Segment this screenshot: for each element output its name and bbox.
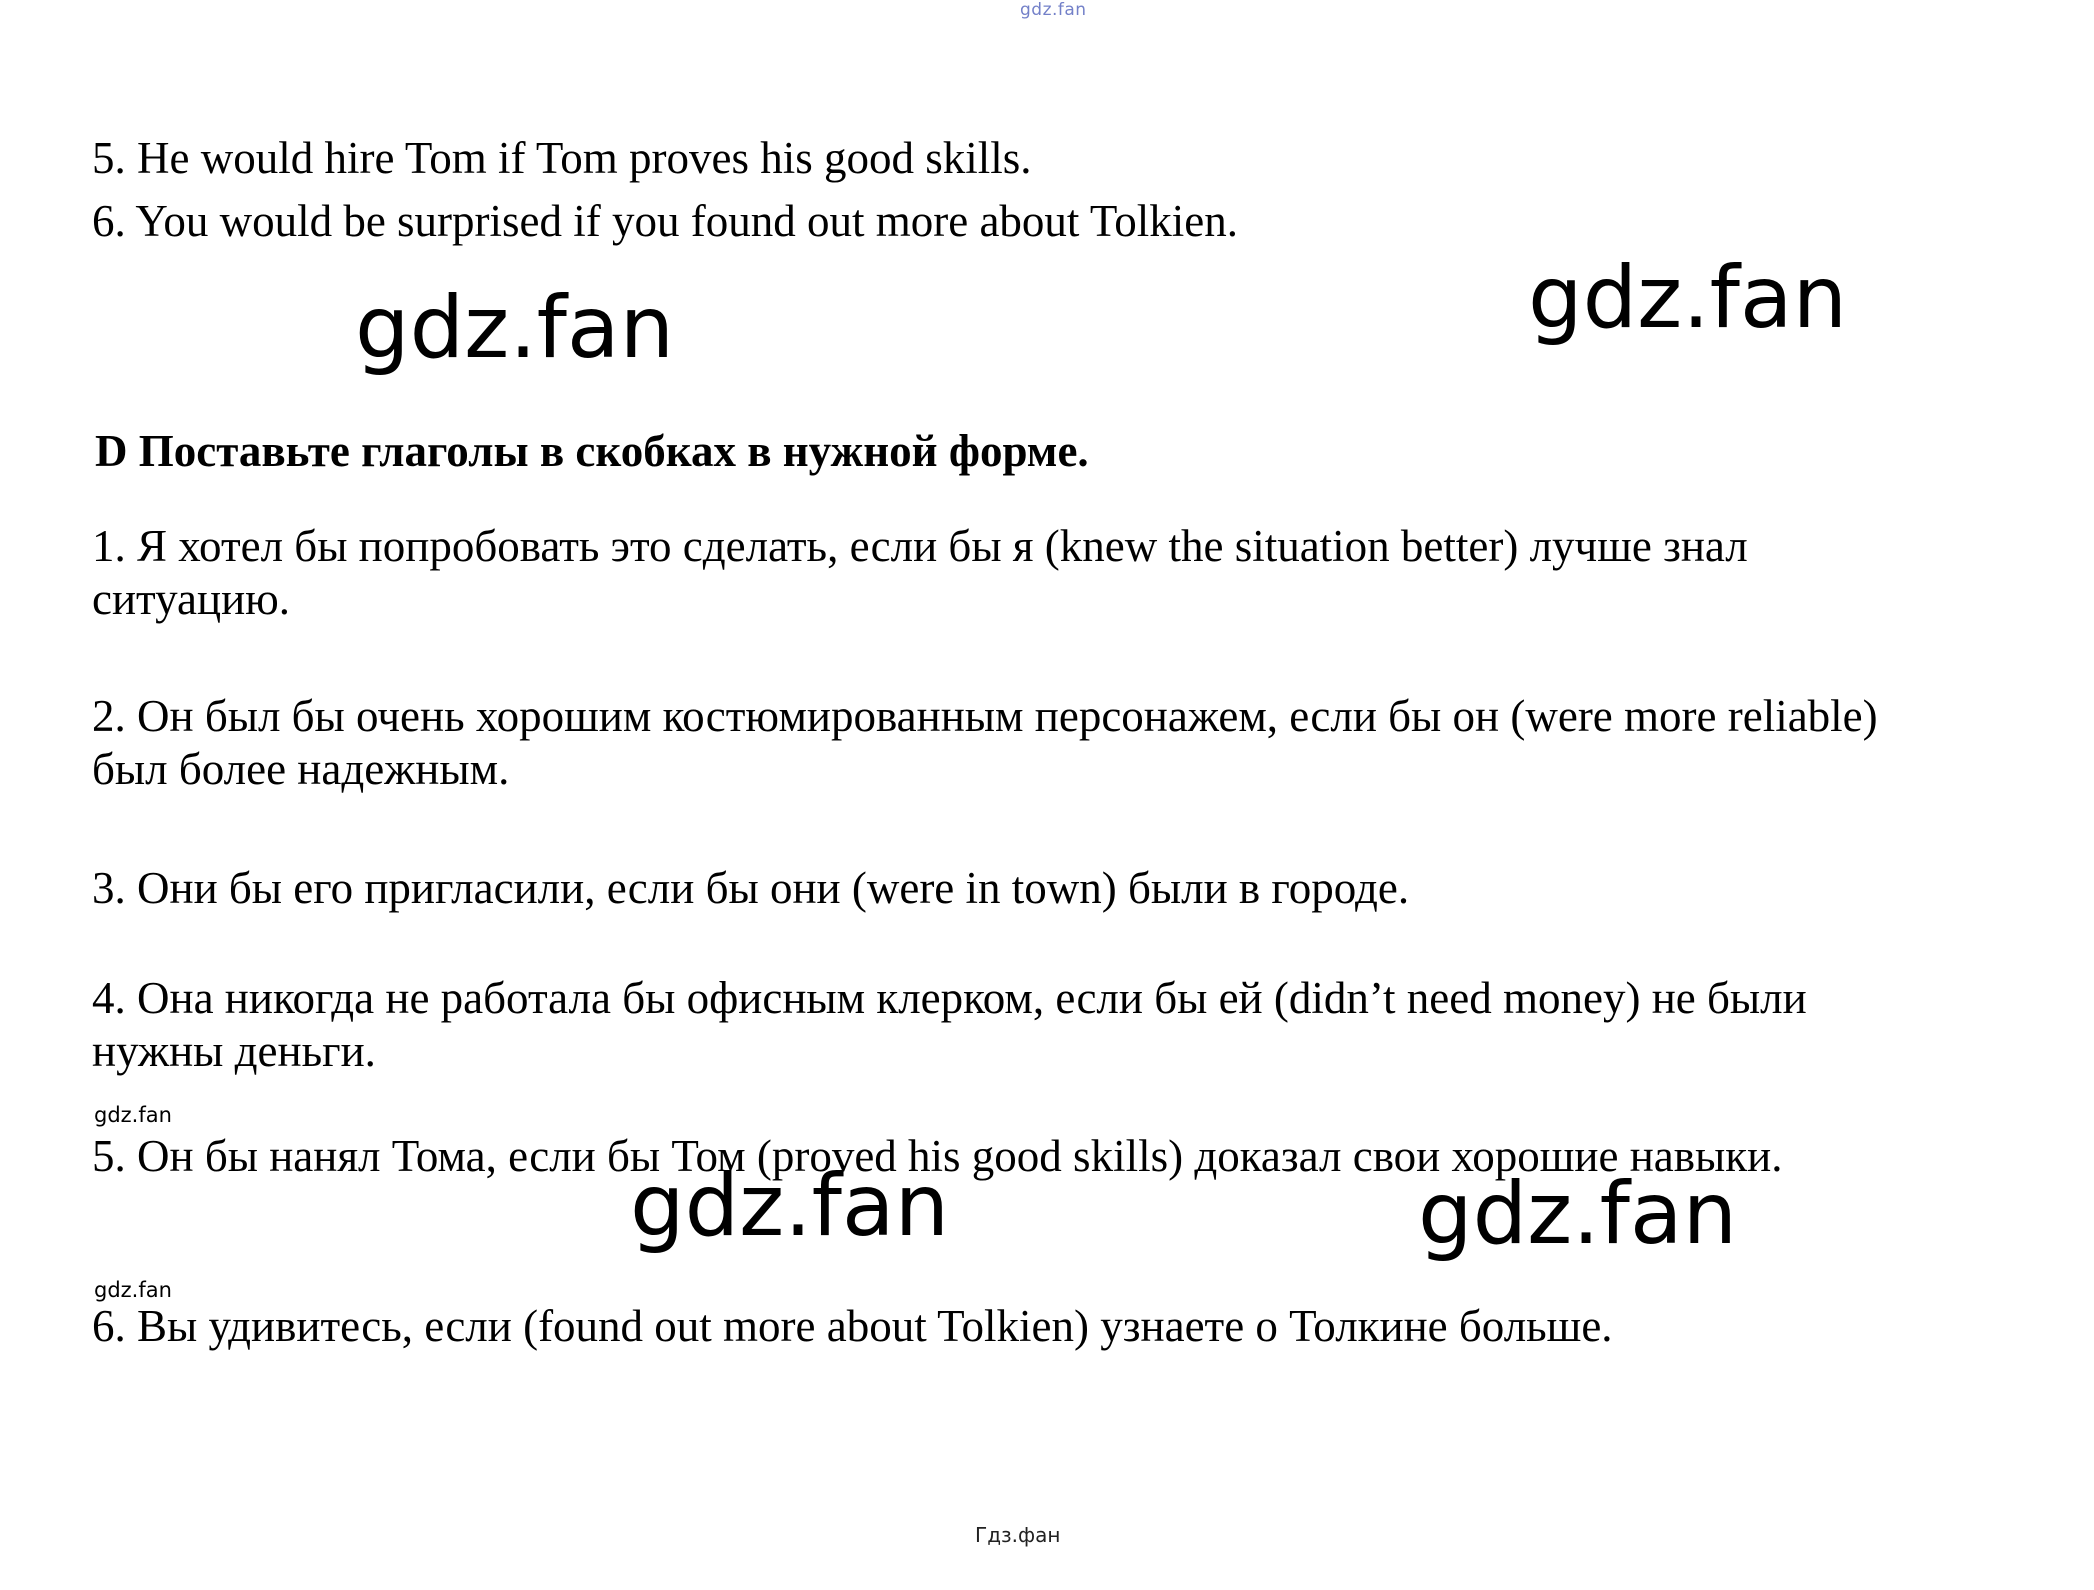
task-heading: D Поставьте глаголы в скобках в нужной форме. [95, 426, 1089, 476]
watermark-large-3: gdz.fan [630, 1156, 950, 1256]
watermark-bottom: Гдз.фан [975, 1523, 1061, 1547]
russian-answer-6: 6. Вы удивитесь, если (found out more about Tolkien) узнаете о Толкине больше. [92, 1301, 1613, 1351]
watermark-large-1: gdz.fan [355, 278, 675, 378]
watermark-small-1: gdz.fan [94, 1103, 172, 1127]
russian-answer-5: 5. Он бы нанял Тома, если бы Том (proved his good skills) доказал свои хорошие навыки. [92, 1131, 1783, 1181]
english-answer-6: 6. You would be surprised if you found out more about Tolkien. [92, 196, 1238, 246]
russian-answer-1: 1. Я хотел бы попробовать это сделать, если бы я (knew the situation better) лучше знал ситуацию. [92, 521, 1748, 624]
russian-answer-4: 4. Она никогда не работала бы офисным клерком, если бы ей (didn’t need money) не были нужны деньги. [92, 973, 1807, 1076]
english-answer-5: 5. He would hire Tom if Tom proves his good skills. [92, 133, 1032, 183]
watermark-large-4: gdz.fan [1418, 1164, 1738, 1264]
watermark-small-2: gdz.fan [94, 1278, 172, 1302]
watermark-large-2: gdz.fan [1528, 248, 1848, 348]
russian-answer-3: 3. Они бы его пригласили, если бы они (were in town) были в городе. [92, 863, 1410, 913]
watermark-top: gdz.fan [1020, 0, 1087, 20]
russian-answer-2: 2. Он был бы очень хорошим костюмированным персонажем, если бы он (were more reliable) был более надежным. [92, 691, 1878, 794]
